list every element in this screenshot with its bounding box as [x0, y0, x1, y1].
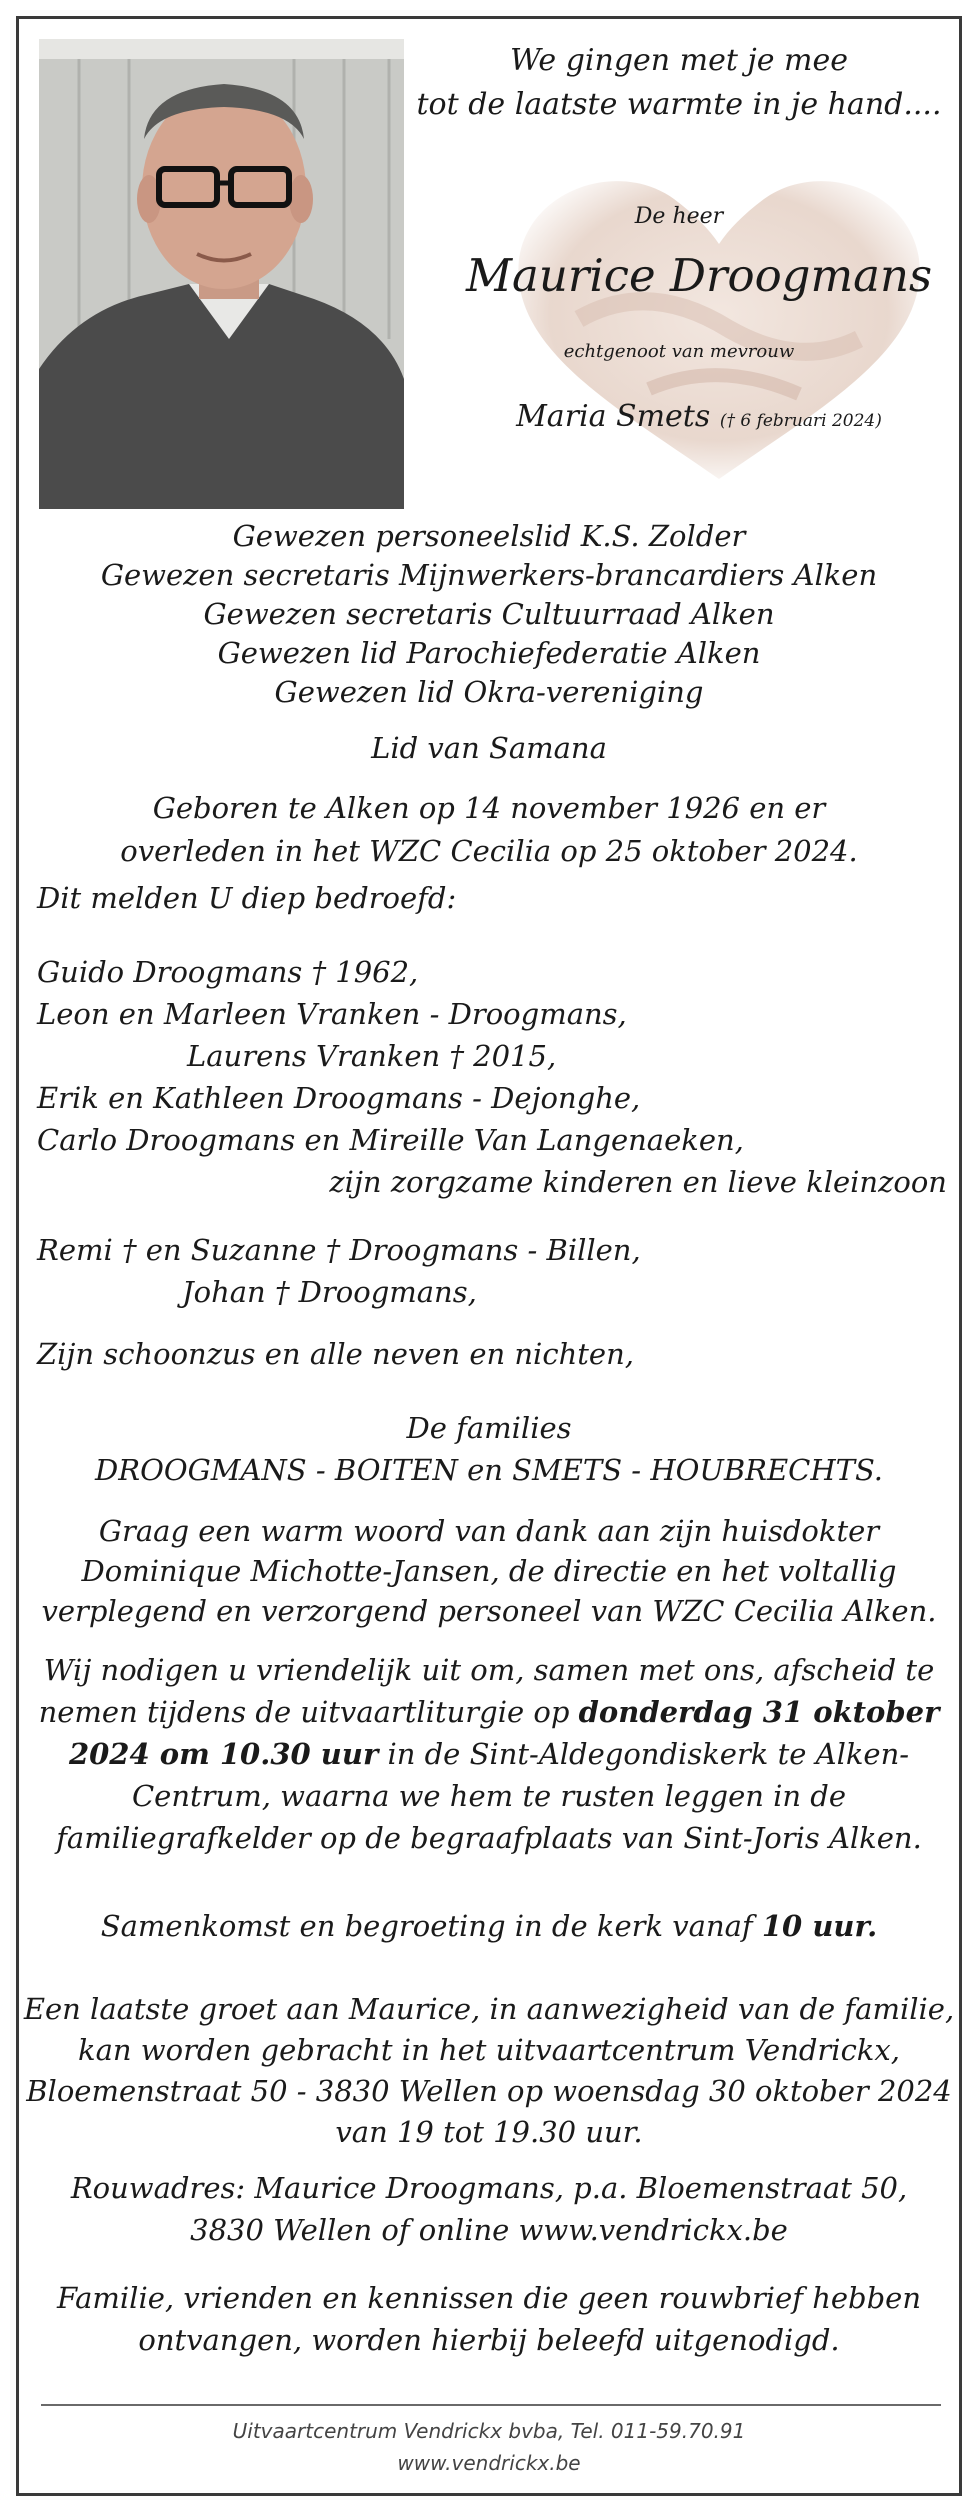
member-line: Lid van Samana [371, 731, 607, 765]
invitation-line: ontvangen, worden hierbij beleefd uitgenodigd. [138, 2323, 840, 2357]
address-block [19, 2167, 959, 2251]
farewell-line: kan worden gebracht in het uitvaartcentrum Vendrickx, [78, 2033, 900, 2067]
death-line: overleden in het WZC Cecilia op 25 oktober 2024. [120, 834, 858, 868]
child-line: Erik en Kathleen Droogmans - Dejonghe, [37, 1081, 641, 1115]
farewell-line: van 19 tot 19.30 uur. [335, 2115, 643, 2149]
birth-death [19, 787, 959, 873]
invitation-line: Familie, vrienden en kennissen die geen rouwbrief hebben [56, 2281, 922, 2315]
title-prefix: De heer [634, 204, 724, 229]
motto-line-1: We gingen met je mee [510, 43, 848, 78]
child-line: Carlo Droogmans en Mireille Van Langenaeken, [37, 1123, 744, 1157]
spouse-death-note: († 6 februari 2024) [719, 411, 882, 431]
footer-company: Uitvaartcentrum Vendrickx bvba, Tel. 011-59.70.91 [232, 2419, 746, 2443]
address-line: 3830 Wellen of online www.vendrickx.be [190, 2213, 788, 2247]
farewell-block [19, 1989, 959, 2153]
farewell-line: Een laatste groet aan Maurice, in aanwezigheid van de familie, [23, 1992, 955, 2026]
funeral-line-4: Centrum, waarna we hem te rusten leggen in de [131, 1779, 847, 1813]
funeral-block [19, 1649, 959, 1859]
motto-line-2: tot de laatste warmte in je hand.... [416, 87, 942, 122]
role-item: Gewezen secretaris Mijnwerkers-brancardiers Alken [100, 558, 878, 592]
funeral-line-1: Wij nodigen u vriendelijk uit om, samen met ons, afscheid te [43, 1653, 935, 1687]
spouse-intro: echtgenoot van mevrouw [563, 341, 795, 362]
role-item: Gewezen lid Parochiefederatie Alken [217, 636, 761, 670]
thanks-block [19, 1511, 959, 1631]
children-list [37, 951, 947, 1203]
funeral-line-5: familiegrafkelder op de begraafplaats van Sint-Joris Alken. [56, 1821, 922, 1855]
funeral-text: nemen tijdens de uitvaartliturgie op [38, 1695, 579, 1729]
address-line: Rouwadres: Maurice Droogmans, p.a. Bloemenstraat 50, [70, 2171, 908, 2205]
funeral-date: donderdag 31 oktober [578, 1695, 940, 1729]
gathering-time: 10 uur. [761, 1909, 878, 1943]
portrait-illustration [39, 39, 404, 509]
funeral-line-2 [19, 1691, 959, 1733]
motto [399, 39, 959, 127]
grandchild-line: Laurens Vranken † 2015, [187, 1039, 557, 1073]
spouse-name: Maria Smets [516, 399, 711, 434]
children-summary: zijn zorgzame kinderen en lieve kleinzoon [329, 1165, 947, 1199]
footer-divider [41, 2404, 941, 2406]
deceased-name: Maurice Droogmans [465, 249, 933, 302]
families-block [19, 1407, 959, 1491]
birth-line: Geboren te Alken op 14 november 1926 en er [152, 791, 826, 825]
siblings-list [37, 1229, 641, 1313]
thanks-line: Graag een warm woord van dank aan zijn huisdokter [98, 1514, 880, 1548]
announcement: Dit melden U diep bedroefd: [37, 881, 457, 915]
gathering-line [19, 1909, 959, 1943]
spouse-line [439, 399, 959, 434]
footer-website: www.vendrickx.be [397, 2451, 581, 2475]
farewell-line: Bloemenstraat 50 - 3830 Wellen op woensdag 30 oktober 2024 [26, 2074, 952, 2108]
funeral-text: in de Sint-Aldegondiskerk te Alken- [378, 1737, 910, 1771]
funeral-line-3 [19, 1733, 959, 1775]
families-names: DROOGMANS - BOITEN en SMETS - HOUBRECHTS. [94, 1453, 884, 1487]
funeral-time: 2024 om 10.30 uur [68, 1737, 379, 1771]
sibling-line: Remi † en Suzanne † Droogmans - Billen, [37, 1233, 641, 1267]
portrait-photo [39, 39, 404, 509]
thanks-line: Dominique Michotte-Jansen, de directie en het voltallig [81, 1554, 897, 1588]
invitation-block [19, 2277, 959, 2361]
families-label: De families [406, 1411, 572, 1445]
notice-frame [16, 16, 962, 2496]
child-line: Guido Droogmans † 1962, [37, 955, 419, 989]
role-item: Gewezen personeelslid K.S. Zolder [232, 519, 746, 553]
roles-list [19, 517, 959, 712]
in-laws-line: Zijn schoonzus en alle neven en nichten, [37, 1337, 634, 1371]
role-item: Gewezen lid Okra-vereniging [274, 675, 704, 709]
child-line: Leon en Marleen Vranken - Droogmans, [37, 997, 627, 1031]
role-item: Gewezen secretaris Cultuurraad Alken [203, 597, 775, 631]
thanks-line: verplegend en verzorgend personeel van WZC Cecilia Alken. [41, 1594, 937, 1628]
gathering-text: Samenkomst en begroeting in de kerk vanaf [100, 1909, 762, 1943]
sibling-line: Johan † Droogmans, [182, 1275, 477, 1309]
